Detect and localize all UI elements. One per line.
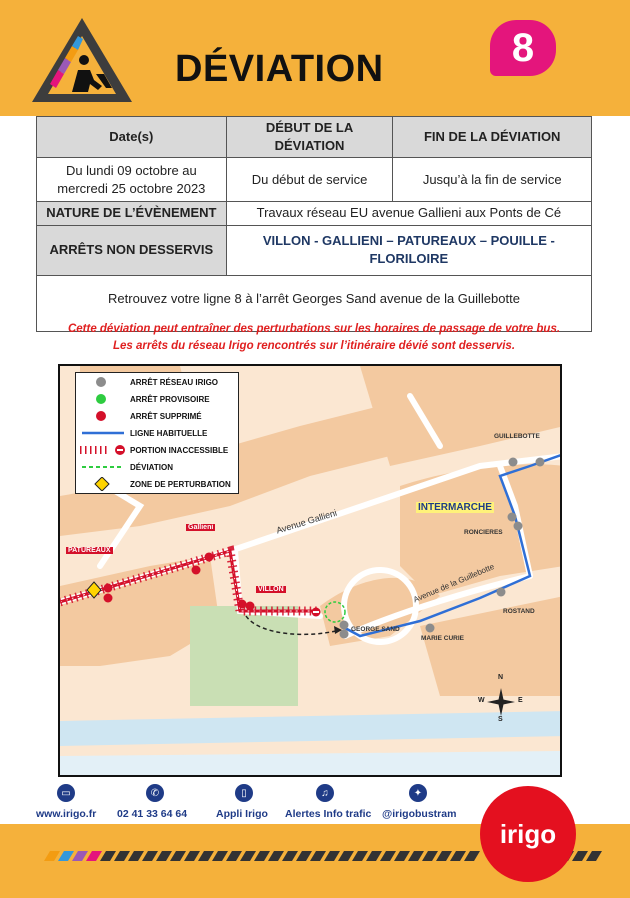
legend-deviation: DÉVIATION <box>76 460 173 474</box>
compass-n: N <box>498 674 504 681</box>
website-icon: ▭ <box>57 784 75 802</box>
red-stop-icon <box>96 411 106 421</box>
dates-cell <box>37 158 227 202</box>
stops-label: ARRÊTS NON DESSERVIS <box>37 225 227 275</box>
warning-diamond-icon <box>76 477 130 491</box>
georges-sand-stop-label: GEORGE SAND <box>351 626 400 633</box>
stops-line-1: VILLON - GALLIENI – PATUREAUX – POUILLE - <box>262 232 555 248</box>
rostand-stop-label: ROSTAND <box>503 608 535 615</box>
alerts-link[interactable]: Alertes Info trafic <box>285 808 372 820</box>
mobile-app-icon: ▯ <box>235 784 253 802</box>
start-cell: Du début de service <box>226 158 393 202</box>
gallieni-stop-label: Gallieni <box>188 524 214 531</box>
app-link[interactable]: Appli Irigo <box>216 808 268 820</box>
legend-disruption-zone: ZONE DE PERTURBATION <box>76 477 231 491</box>
legend-removed-stop: ARRÊT SUPPRIMÉ <box>76 409 202 423</box>
dates-line-2: mercredi 25 octobre 2023 <box>57 180 206 196</box>
alert-bell-icon: ♫ <box>316 784 334 802</box>
roncieres-stop-label: RONCIERES <box>464 529 503 536</box>
roadworks-warning-icon <box>28 14 136 106</box>
nature-value: Travaux réseau EU avenue Gallieni aux Ponts de Cé <box>226 202 591 225</box>
green-stop-icon <box>96 394 106 404</box>
header-end: FIN DE LA DÉVIATION <box>393 117 592 158</box>
intermarche-label: INTERMARCHE <box>418 502 492 513</box>
legend-temp-stop: ARRÊT PROVISOIRE <box>76 392 210 406</box>
header-start: DÉBUT DE LA DÉVIATION <box>226 117 393 158</box>
irigo-logo: irigo <box>480 786 576 882</box>
twitter-handle[interactable]: @irigobustram <box>382 808 457 820</box>
guillebotte-stop-label: GUILLEBOTTE <box>494 433 540 440</box>
street-gallieni-label: Avenue Gallieni <box>275 507 339 536</box>
end-cell: Jusqu’à la fin de service <box>393 158 592 202</box>
phone-number[interactable]: 02 41 33 64 64 <box>117 808 188 820</box>
legend-stop: ARRÊT RÉSEAU IRIGO <box>76 375 218 389</box>
compass-s: S <box>498 716 503 723</box>
marie-curie-stop-label: MARIE CURIE <box>421 635 464 642</box>
street-guillebotte-label: Avenue de la Guillebotte <box>412 561 496 605</box>
phone-icon: ✆ <box>146 784 164 802</box>
compass-w: W <box>478 697 485 704</box>
website-link[interactable]: www.irigo.fr <box>36 808 97 820</box>
header-dates: Date(s) <box>37 117 227 158</box>
legend-inaccessible: PORTION INACCESSIBLE <box>76 443 228 457</box>
line-number-badge: 8 <box>490 20 556 76</box>
replacement-note: Retrouvez votre ligne 8 à l’arrêt Georges Sand avenue de la Guillebotte <box>37 275 592 331</box>
patureaux-stop-label: PATUREAUX <box>68 547 111 554</box>
map-legend <box>75 372 239 494</box>
deviation-line-icon <box>76 460 130 474</box>
disruption-warning <box>36 321 592 354</box>
warning-line-1: Cette déviation peut entraîner des perturbations sur les horaires de passage de votre bus. <box>67 323 561 335</box>
footer-contacts <box>0 780 470 824</box>
map-water <box>60 711 562 746</box>
dates-line-1: Du lundi 09 octobre au <box>65 162 197 178</box>
legend-usual-line: LIGNE HABITUELLE <box>76 426 207 440</box>
blue-line-icon <box>76 426 130 440</box>
nature-label: NATURE DE L’ÉVÈNEMENT <box>37 202 227 225</box>
twitter-icon: ✦ <box>409 784 427 802</box>
stops-value <box>226 225 591 275</box>
villon-stop-label: VILLON <box>258 586 284 593</box>
map-park <box>190 606 298 706</box>
deviation-info-table <box>36 116 592 332</box>
page-title: DÉVIATION <box>175 48 384 90</box>
inaccessible-line-icon <box>76 443 130 457</box>
stops-line-2: FLORILOIRE <box>369 251 449 267</box>
grey-stop-icon <box>96 377 106 387</box>
compass-e: E <box>518 697 523 704</box>
warning-line-2: Les arrêts du réseau Irigo rencontrés sur l’itinéraire dévié sont desservis. <box>112 339 516 352</box>
